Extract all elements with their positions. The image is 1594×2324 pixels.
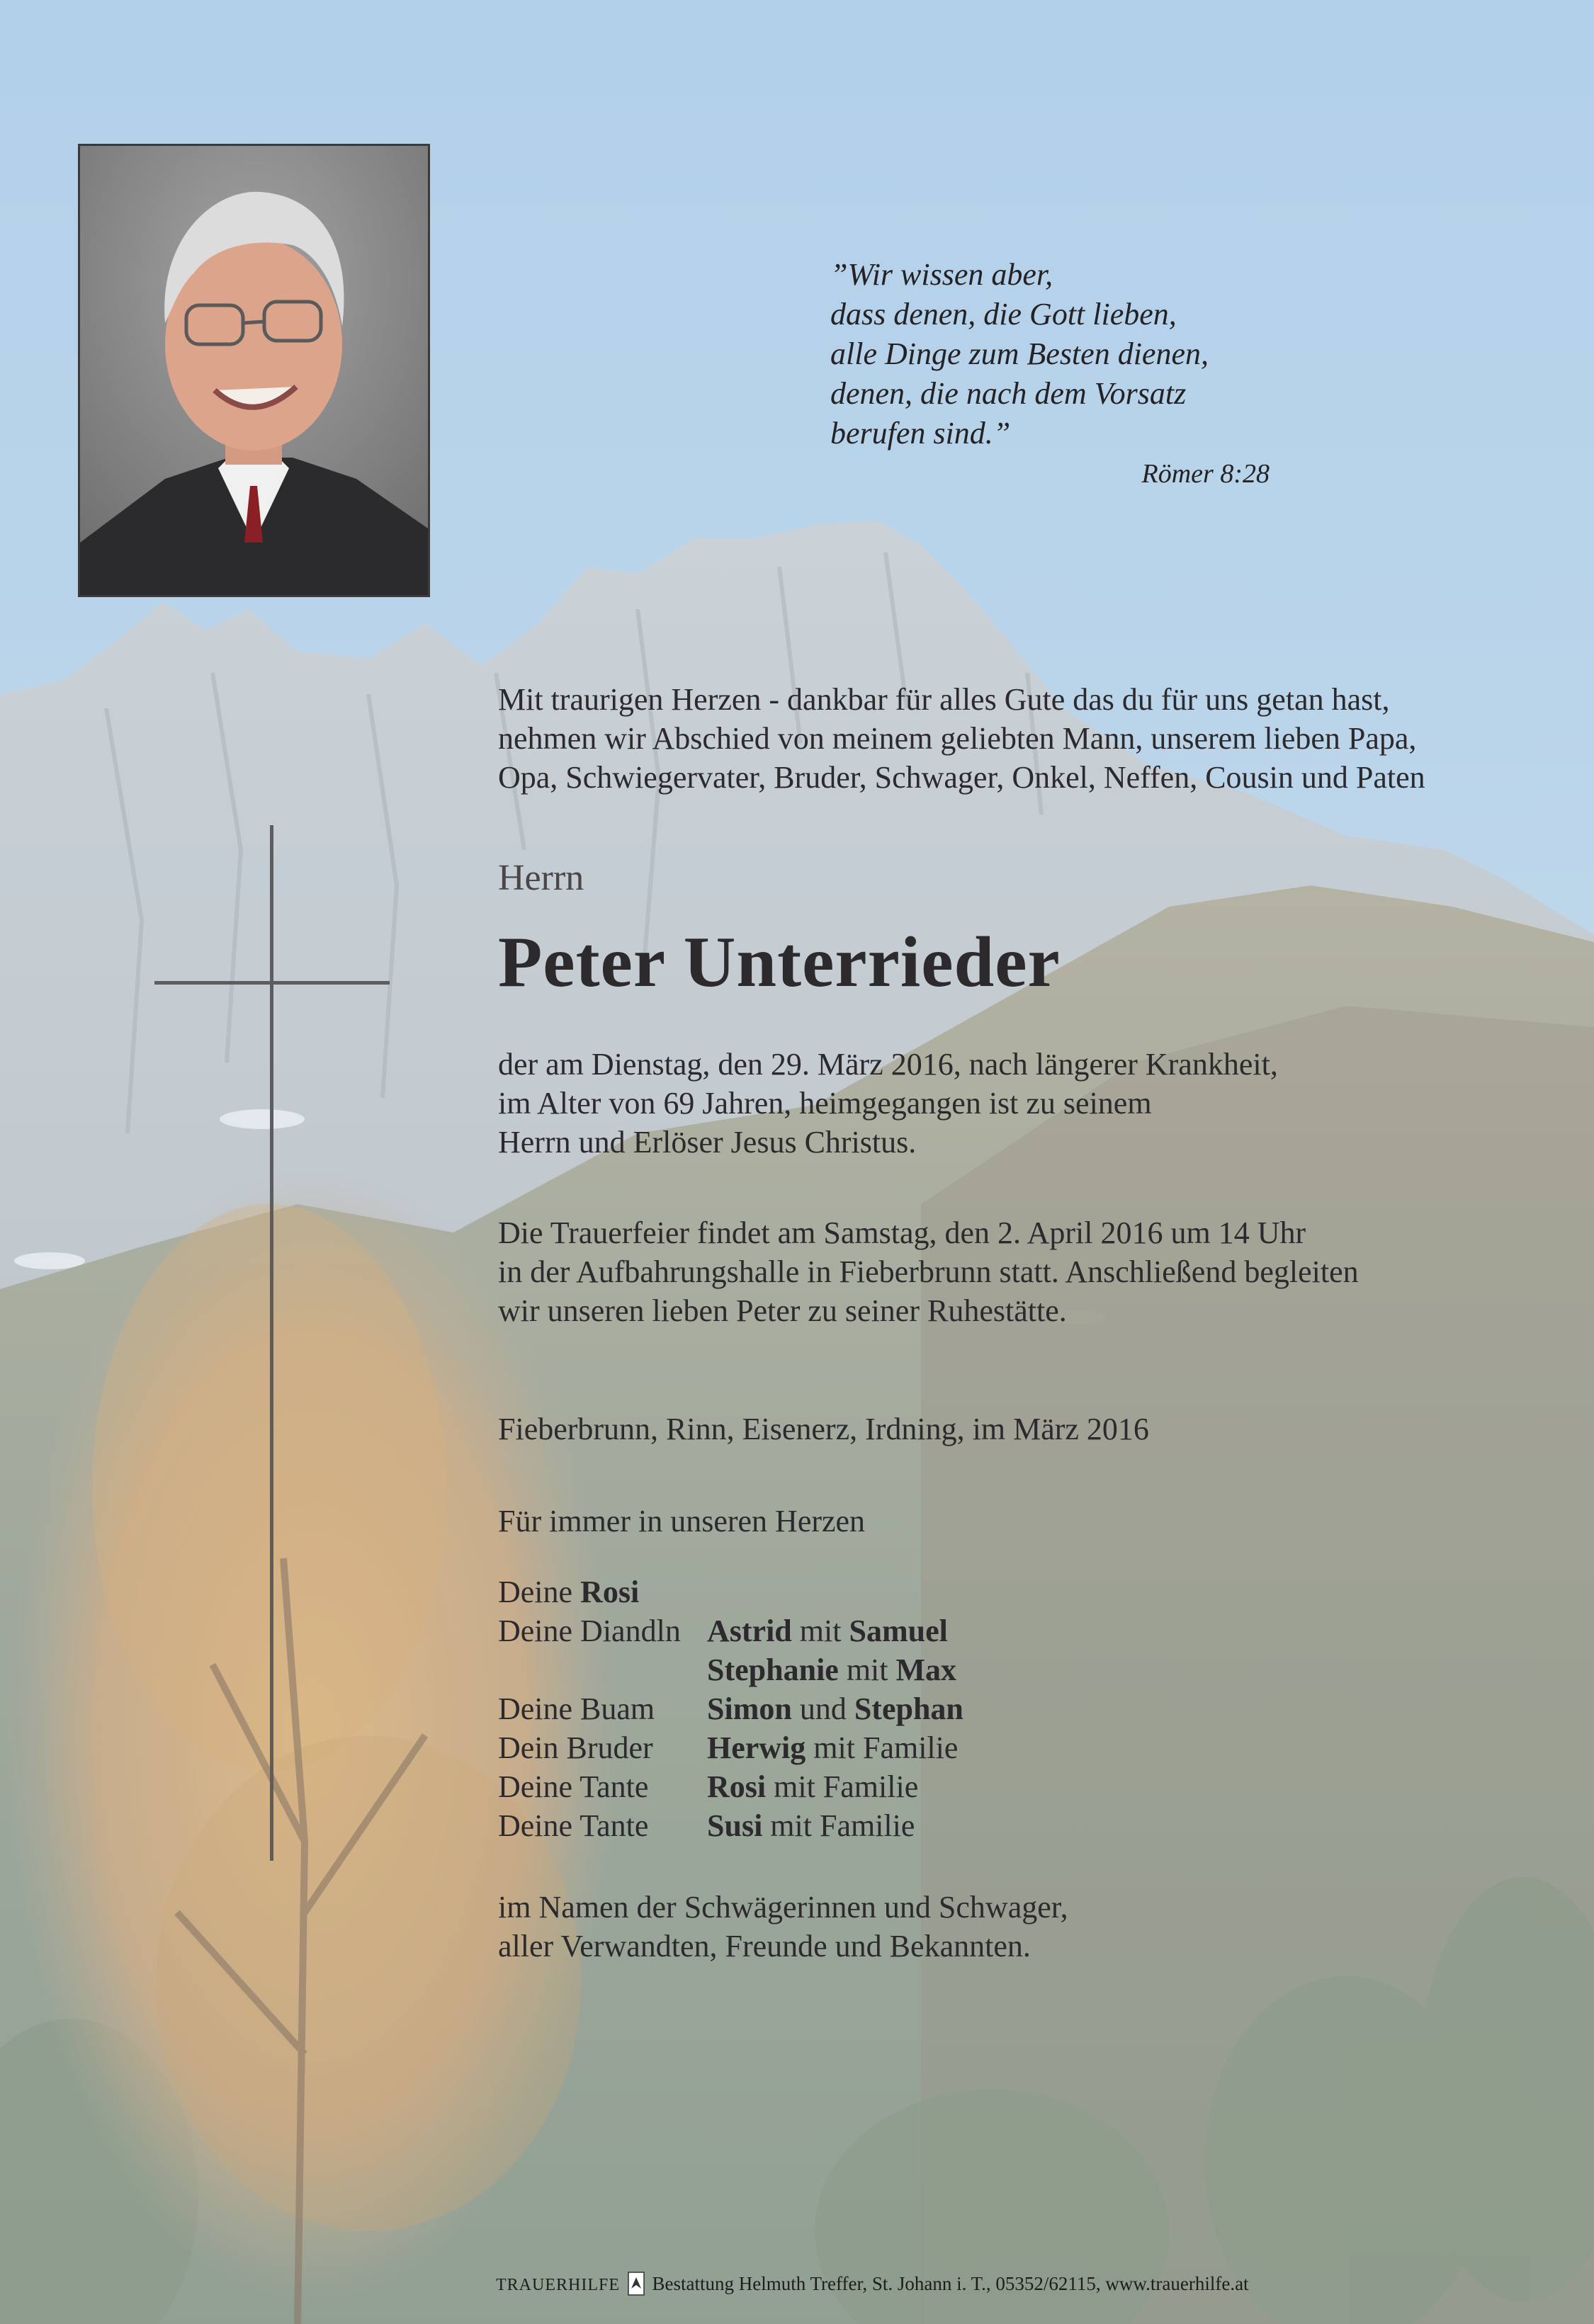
funeral-line: in der Aufbahrungshalle in Fieberbrunn statt. Anschließend begleiten [498, 1254, 1359, 1289]
salutation: Herrn [498, 858, 584, 898]
quote-reference: Römer 8:28 [1141, 459, 1270, 489]
portrait-photo [78, 144, 430, 597]
family-row [498, 1767, 963, 1806]
death-notice-line: Herrn und Erlöser Jesus Christus. [498, 1125, 917, 1160]
family-name: Susi [707, 1808, 763, 1843]
funeral-line: wir unseren lieben Peter zu seiner Ruhestätte. [498, 1293, 1067, 1328]
death-notice-line: im Alter von 69 Jahren, heimgegangen ist zu seinem [498, 1086, 1152, 1121]
bible-quote [830, 255, 1326, 492]
cross-icon-bar [154, 981, 390, 985]
family-relation: Deine Tante [498, 1808, 649, 1843]
death-notice [498, 1045, 1278, 1162]
quote-line: berufen sind.” [830, 416, 1011, 450]
family-name: Simon [707, 1691, 792, 1726]
family-relation: Deine Tante [498, 1769, 649, 1804]
dove-logo-icon [628, 2272, 645, 2296]
family-list [498, 1572, 963, 1845]
family-name: Samuel [849, 1614, 948, 1648]
family-name: Max [895, 1653, 957, 1687]
footer-text: Bestattung Helmuth Treffer, St. Johann i. T., 05352/62115, www.trauerhilfe.at [652, 2273, 1249, 2294]
family-relation: Deine [498, 1575, 573, 1609]
family-joiner: mit [799, 1614, 842, 1648]
family-row [498, 1611, 963, 1650]
intro-paragraph [498, 680, 1425, 797]
family-name: Rosi [580, 1575, 640, 1609]
family-row [498, 1572, 963, 1611]
deceased-name: Peter Unterrieder [498, 922, 1061, 1002]
family-name: Herwig [707, 1730, 806, 1765]
family-joiner: mit [846, 1653, 888, 1687]
death-notice-line: der am Dienstag, den 29. März 2016, nach längerer Krankheit, [498, 1047, 1278, 1082]
intro-line: nehmen wir Abschied von meinem geliebten Mann, unserem lieben Papa, [498, 721, 1417, 756]
footer [496, 2272, 1275, 2296]
intro-line: Mit traurigen Herzen - dankbar für alles Gute das du für uns getan hast, [498, 682, 1390, 717]
funeral-info [498, 1213, 1359, 1330]
family-row [498, 1806, 963, 1845]
footer-brand: TRAUERHILFE [496, 2276, 620, 2294]
intro-line: Opa, Schwiegervater, Bruder, Schwager, Onkel, Neffen, Cousin und Paten [498, 760, 1425, 795]
closing-line: Für immer in unseren Herzen [498, 1504, 866, 1538]
funeral-line: Die Trauerfeier findet am Samstag, den 2. April 2016 um 14 Uhr [498, 1215, 1306, 1250]
family-suffix: mit Familie [770, 1808, 915, 1843]
quote-line: ”Wir wissen aber, [830, 257, 1053, 292]
place-date: Fieberbrunn, Rinn, Eisenerz, Irdning, im März 2016 [498, 1412, 1149, 1446]
family-relation: Deine Diandln [498, 1614, 681, 1648]
family-row [498, 1650, 963, 1689]
sign-off-line: aller Verwandten, Freunde und Bekannten. [498, 1929, 1031, 1963]
family-row [498, 1728, 963, 1767]
family-name: Stephanie [707, 1653, 839, 1687]
family-suffix: mit Familie [813, 1730, 959, 1765]
quote-line: denen, die nach dem Vorsatz [830, 376, 1187, 411]
family-relation [498, 1650, 707, 1689]
quote-line: alle Dinge zum Besten dienen, [830, 336, 1209, 371]
sign-off-line: im Namen der Schwägerinnen und Schwager, [498, 1890, 1068, 1925]
family-relation: Deine Buam [498, 1691, 655, 1726]
sign-off [498, 1888, 1068, 1966]
family-joiner: und [799, 1691, 847, 1726]
family-row [498, 1689, 963, 1728]
family-name: Rosi [707, 1769, 767, 1804]
family-name: Astrid [707, 1614, 792, 1648]
quote-line: dass denen, die Gott lieben, [830, 297, 1177, 331]
family-name: Stephan [854, 1691, 963, 1726]
family-relation: Dein Bruder [498, 1730, 653, 1765]
family-suffix: mit Familie [774, 1769, 919, 1804]
